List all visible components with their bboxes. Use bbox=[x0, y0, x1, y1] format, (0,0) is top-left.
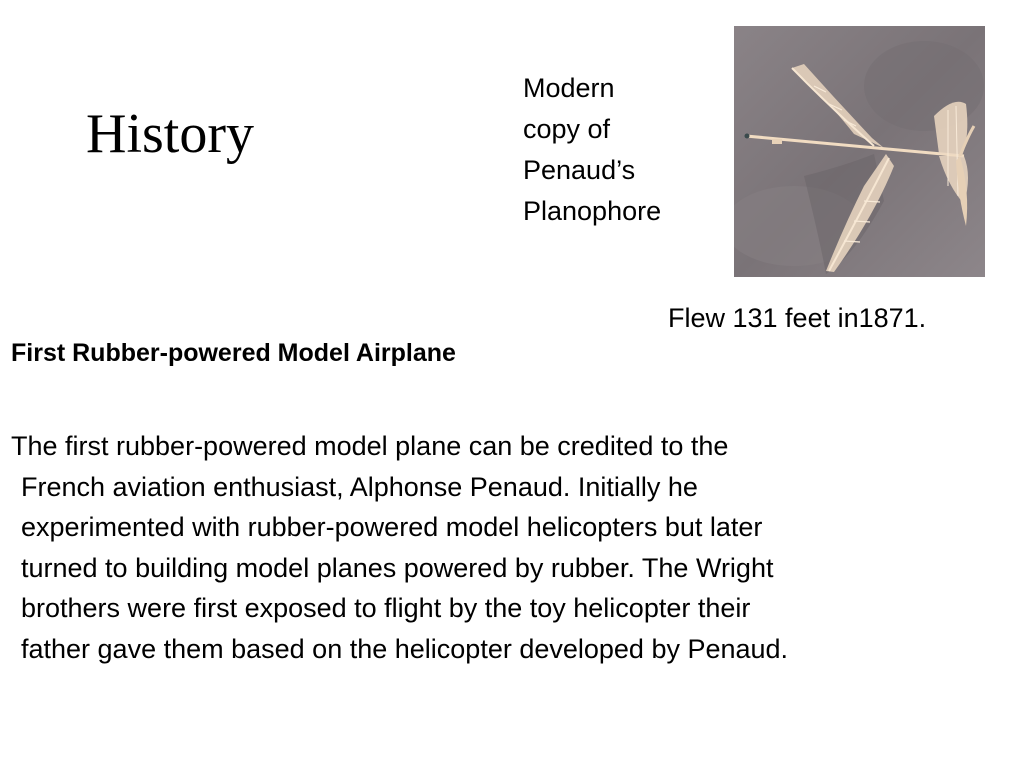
planophore-photo bbox=[734, 26, 985, 277]
photo-caption: Flew 131 feet in1871. bbox=[668, 303, 927, 333]
caption-line: Modern bbox=[523, 73, 615, 103]
caption-line: Penaud’s bbox=[523, 155, 636, 185]
slide-title: History bbox=[86, 103, 254, 165]
body-line: The first rubber-powered model plane can be credited to the bbox=[11, 431, 729, 461]
caption-line: Planophore bbox=[523, 196, 662, 226]
caption-line: copy of bbox=[523, 114, 611, 144]
body-line: father gave them based on the helicopter developed by Penaud. bbox=[21, 633, 789, 664]
photo-description bbox=[523, 68, 723, 232]
section-heading: First Rubber-powered Model Airplane bbox=[11, 339, 456, 367]
body-line: turned to building model planes powered by rubber. The Wright bbox=[21, 552, 774, 583]
body-line: brothers were first exposed to flight by the toy helicopter their bbox=[21, 593, 751, 624]
body-line: French aviation enthusiast, Alphonse Penaud. Initially he bbox=[21, 471, 698, 502]
body-line: experimented with rubber-powered model helicopters but later bbox=[21, 512, 763, 543]
body-paragraph bbox=[11, 426, 1011, 670]
